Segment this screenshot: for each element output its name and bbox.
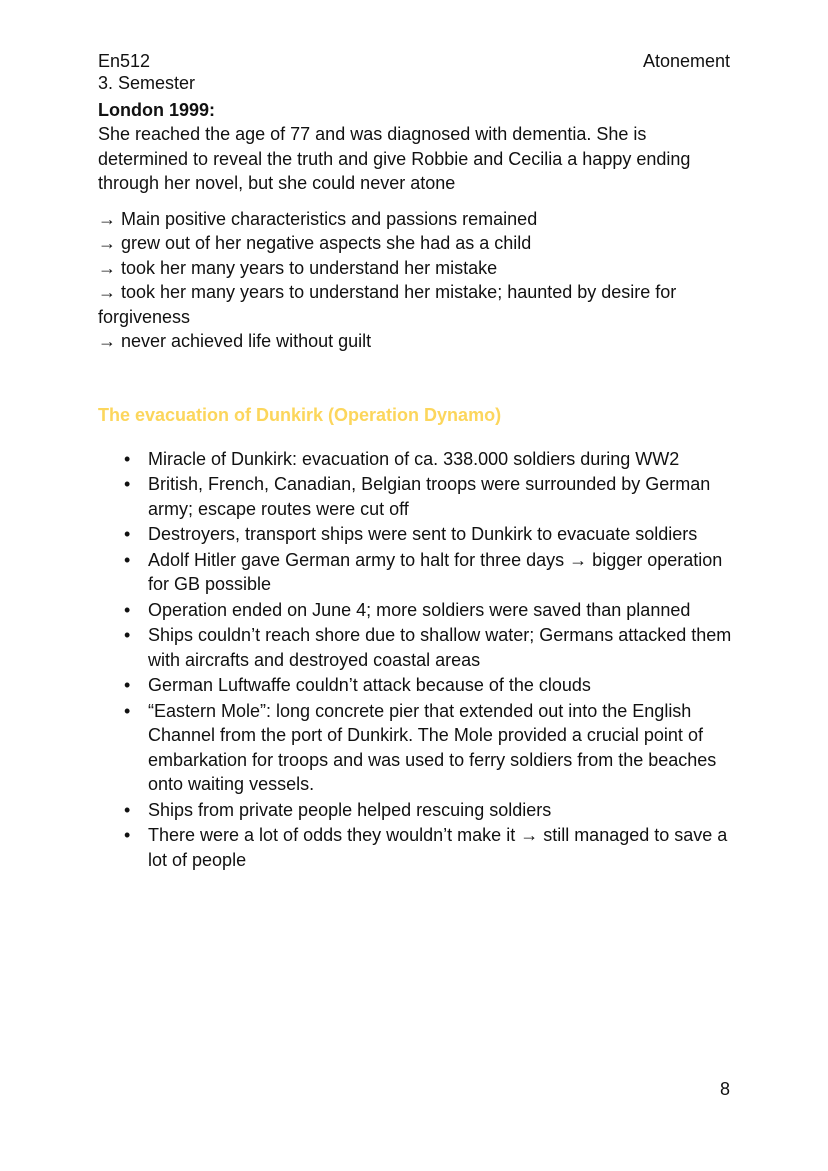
header-course-info <box>98 50 195 94</box>
header-document-title: Atonement <box>642 51 730 71</box>
dunkirk-heading: The evacuation of Dunkirk (Operation Dynamo) <box>98 404 502 425</box>
london-point: → took her many years to understand her mistake; haunted by desire for forgiveness <box>98 282 677 327</box>
list-item-text: Miracle of Dunkirk: evacuation of ca. 338.000 soldiers during WW2 <box>148 448 680 469</box>
london-point: → Main positive characteristics and passions remained <box>98 208 538 229</box>
list-item <box>98 798 738 823</box>
list-item <box>98 699 738 797</box>
bullet-icon: • <box>124 474 131 494</box>
london-points <box>98 207 738 354</box>
list-item-text: Destroyers, transport ships were sent to Dunkirk to evacuate soldiers <box>148 524 698 544</box>
course-code: En512 <box>98 51 151 71</box>
list-item-text: Adolf Hitler gave German army to halt for three days → bigger operation for GB possible <box>148 549 723 594</box>
london-point: → grew out of her negative aspects she had as a child <box>98 233 532 253</box>
list-item-text: German Luftwaffe couldn’t attack because of the clouds <box>148 675 591 695</box>
bullet-icon: • <box>124 448 131 469</box>
list-item <box>98 598 738 623</box>
london-point: → took her many years to understand her mistake <box>98 257 498 278</box>
list-item-text: Ships from private people helped rescuing soldiers <box>148 799 552 820</box>
bullet-icon: • <box>124 825 131 845</box>
list-item <box>98 522 738 547</box>
list-item-text: Ships couldn’t reach shore due to shallow water; Germans attacked them with aircrafts and destroyed coastal areas <box>148 625 732 670</box>
list-item <box>98 823 738 872</box>
london-point: → never achieved life without guilt <box>98 331 372 351</box>
list-item <box>98 623 738 672</box>
page-content <box>98 98 738 873</box>
page-number: 8 <box>719 1079 730 1099</box>
bullet-icon: • <box>124 524 131 544</box>
list-item <box>98 673 738 698</box>
bullet-icon: • <box>124 599 131 620</box>
dunkirk-bullet-list <box>98 447 738 873</box>
bullet-icon: • <box>124 799 131 820</box>
list-item <box>98 472 738 521</box>
list-item-text: There were a lot of odds they wouldn’t make it → still managed to save a lot of people <box>148 825 728 870</box>
list-item-text: British, French, Canadian, Belgian troops were surrounded by German army; escape routes were cut off <box>148 474 711 519</box>
list-item <box>98 447 738 472</box>
london-heading: London 1999: <box>98 100 216 120</box>
london-paragraph: She reached the age of 77 and was diagnosed with dementia. She is determined to reveal the truth and give Robbie and Cecilia a happy ending through her novel, but she could never atone <box>98 124 691 193</box>
bullet-icon: • <box>124 700 131 721</box>
list-item-text: Operation ended on June 4; more soldiers were saved than planned <box>148 599 691 620</box>
bullet-icon: • <box>124 549 131 570</box>
bullet-icon: • <box>124 675 131 695</box>
list-item <box>98 548 738 597</box>
semester-label: 3. Semester <box>98 73 196 93</box>
bullet-icon: • <box>124 625 131 645</box>
list-item-text: “Eastern Mole”: long concrete pier that extended out into the English Channel from the port of Dunkirk. The Mole provided a crucial point of embarkation for troops and was used to ferry soldiers from the beaches onto waiting vessels. <box>148 700 717 794</box>
